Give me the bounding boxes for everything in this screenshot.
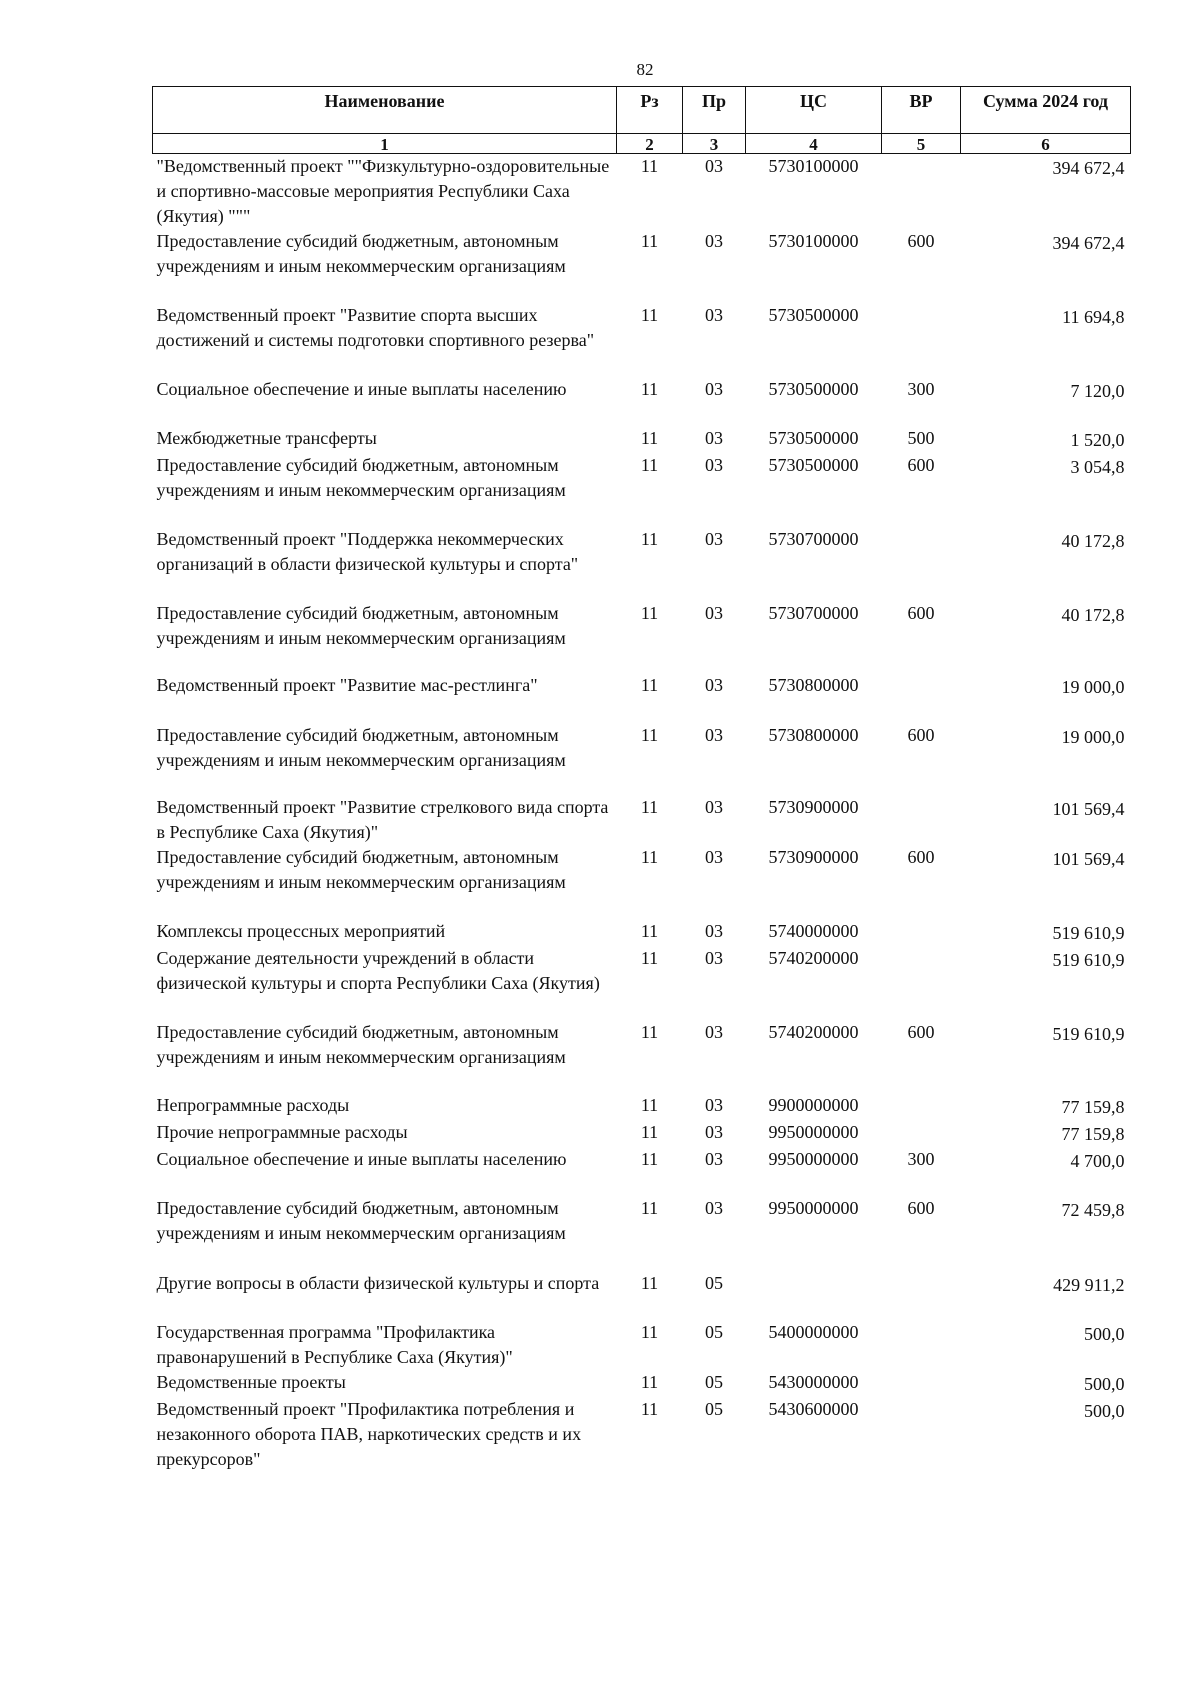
table-row [153,919,1131,946]
table-row [153,673,1131,723]
cell-vr [882,795,961,845]
cell-rz: 11 [640,1198,659,1218]
cell-name: Предоставление субсидий бюджетным, автономным учреждениям и иным некоммерческим организациям [156,455,566,500]
cell-cs: 5730900000 [768,797,859,817]
header-cs: ЦС [746,87,882,134]
cell-sum: 519 610,9 [1052,923,1125,943]
cell-name: Предоставление субсидий бюджетным, автономным учреждениям и иным некоммерческим организациям [156,847,566,892]
cell-vr [882,946,961,1020]
cell-pr: 03 [705,529,723,549]
cell-sum: 519 610,9 [1052,1024,1125,1044]
table-row [153,1120,1131,1147]
table-row [153,601,1131,673]
cell-sum: 72 459,8 [1061,1200,1125,1220]
header-sum: Сумма 2024 год [961,87,1131,134]
cell-cs [746,1271,882,1320]
table-row [153,154,1131,230]
cell-pr: 03 [705,455,723,475]
cell-pr: 03 [705,428,723,448]
cell-rz: 11 [640,1273,659,1293]
cell-rz: 11 [640,797,659,817]
cell-name: Непрограммные расходы [156,1095,350,1115]
cell-pr: 05 [705,1322,723,1342]
cell-cs: 5730100000 [768,156,859,176]
cell-pr: 03 [705,1022,723,1042]
cell-vr [882,154,961,230]
cell-name: Прочие непрограммные расходы [156,1122,408,1142]
cell-vr [882,673,961,723]
cell-vr [882,1397,961,1472]
budget-table [152,86,1131,1472]
cell-vr [882,1271,961,1320]
cell-cs: 9950000000 [768,1149,859,1169]
table-row [153,426,1131,453]
cell-rz: 11 [640,428,659,448]
cell-vr: 500 [907,428,935,448]
cell-vr [882,1120,961,1147]
cell-pr: 03 [705,725,723,745]
page-number: 82 [636,60,654,79]
cell-sum: 11 694,8 [1062,307,1125,327]
cell-rz: 11 [640,847,659,867]
table-row [153,795,1131,845]
cell-pr: 03 [705,231,723,251]
cell-vr: 300 [907,1149,935,1169]
header-pr: Пр [683,87,746,134]
cell-vr [882,527,961,601]
cell-cs: 5730700000 [768,603,859,623]
cell-pr: 03 [705,1198,723,1218]
cell-sum: 77 159,8 [1061,1124,1125,1144]
cell-pr: 03 [705,1095,723,1115]
cell-rz: 11 [640,1022,659,1042]
cell-cs: 9950000000 [768,1122,859,1142]
cell-rz: 11 [640,675,659,695]
cell-name: Ведомственный проект "Развитие мас-рестлинга" [156,675,538,695]
cell-sum: 519 610,9 [1052,950,1125,970]
cell-vr: 600 [907,455,935,475]
cell-cs: 5730100000 [768,231,859,251]
cell-name: Предоставление субсидий бюджетным, автономным учреждениям и иным некоммерческим организациям [156,725,566,770]
table-row [153,1370,1131,1397]
cell-rz: 11 [640,1095,659,1115]
cell-sum: 19 000,0 [1061,677,1125,697]
cell-vr: 600 [907,603,935,623]
table-row [153,453,1131,527]
cell-vr [882,1320,961,1370]
cell-sum: 4 700,0 [1070,1151,1125,1171]
table-row [153,1147,1131,1196]
table-row [153,1020,1131,1093]
table-body [153,154,1131,1473]
cell-vr: 600 [907,231,935,251]
cell-vr: 600 [907,725,935,745]
cell-cs: 5740200000 [768,948,859,968]
cell-vr: 600 [907,847,935,867]
header-vr: ВР [882,87,961,134]
header-row [153,87,1131,134]
cell-sum: 394 672,4 [1052,158,1125,178]
cell-vr: 300 [907,379,935,399]
cell-name: Ведомственный проект "Профилактика потребления и незаконного оборота ПАВ, наркотических средств и их прекурсоров" [156,1399,582,1469]
header-rz: Рз [617,87,683,134]
column-number: 3 [683,134,746,154]
cell-vr: 600 [907,1198,935,1218]
cell-sum: 394 672,4 [1052,233,1125,253]
cell-pr: 03 [705,797,723,817]
table-row [153,1271,1131,1320]
cell-name: Предоставление субсидий бюджетным, автономным учреждениям и иным некоммерческим организациям [156,1022,566,1067]
cell-cs: 5740200000 [768,1022,859,1042]
cell-cs: 5730800000 [768,725,859,745]
table-row [153,1320,1131,1370]
cell-name: Содержание деятельности учреждений в области физической культуры и спорта Республики Саха (Якутия) [156,948,600,993]
cell-name: Ведомственный проект "Развитие спорта высших достижений и системы подготовки спортивного резерва" [156,305,595,350]
table-row [153,303,1131,377]
cell-cs: 5430600000 [768,1399,859,1419]
cell-rz: 11 [640,529,659,549]
cell-rz: 11 [640,455,659,475]
cell-sum: 3 054,8 [1070,457,1125,477]
cell-pr: 03 [705,921,723,941]
cell-sum: 500,0 [1084,1324,1125,1344]
column-number: 6 [961,134,1131,154]
cell-cs: 5740000000 [768,921,859,941]
cell-sum: 77 159,8 [1061,1097,1125,1117]
cell-rz: 11 [640,1149,659,1169]
cell-rz: 11 [640,379,659,399]
table-row [153,1196,1131,1271]
cell-vr: 600 [907,1022,935,1042]
cell-pr: 03 [705,305,723,325]
cell-cs: 5730500000 [768,379,859,399]
cell-vr [882,1370,961,1397]
cell-pr: 03 [705,675,723,695]
cell-rz: 11 [640,1399,659,1419]
cell-rz: 11 [640,156,659,176]
cell-rz: 11 [640,921,659,941]
table-row [153,229,1131,303]
column-number: 1 [153,134,617,154]
table-row [153,723,1131,795]
cell-sum: 500,0 [1084,1401,1125,1421]
cell-cs: 5730700000 [768,529,859,549]
table-row [153,1397,1131,1472]
table-row [153,377,1131,426]
cell-pr: 05 [705,1372,723,1392]
cell-name: Предоставление субсидий бюджетным, автономным учреждениям и иным некоммерческим организациям [156,1198,566,1243]
cell-sum: 429 911,2 [1053,1275,1125,1295]
cell-cs: 9950000000 [768,1198,859,1218]
table-row [153,845,1131,919]
cell-vr [882,1093,961,1120]
cell-cs: 9900000000 [768,1095,859,1115]
cell-name: Государственная программа "Профилактика правонарушений в Республике Саха (Якутия)" [156,1322,513,1367]
cell-vr [882,919,961,946]
cell-name: Ведомственный проект "Развитие стрелкового вида спорта в Республике Саха (Якутия)" [156,797,609,842]
cell-cs: 5730500000 [768,455,859,475]
cell-name: "Ведомственный проект ""Физкультурно-оздоровительные и спортивно-массовые мероприятия Республики Саха (Якутия) """ [156,156,610,226]
cell-pr: 03 [705,847,723,867]
header-name: Наименование [153,87,617,134]
cell-pr: 03 [705,1149,723,1169]
cell-sum: 1 520,0 [1070,430,1125,450]
cell-rz: 11 [640,725,659,745]
cell-name: Предоставление субсидий бюджетным, автономным учреждениям и иным некоммерческим организациям [156,603,566,648]
cell-name: Социальное обеспечение и иные выплаты населению [156,379,567,399]
table-row [153,946,1131,1020]
cell-rz: 11 [640,1372,659,1392]
cell-cs: 5730500000 [768,305,859,325]
cell-sum: 19 000,0 [1061,727,1125,747]
cell-cs: 5430000000 [768,1372,859,1392]
cell-rz: 11 [640,231,659,251]
cell-pr: 03 [705,603,723,623]
cell-rz: 11 [640,1122,659,1142]
cell-sum: 500,0 [1084,1374,1125,1394]
column-number: 2 [617,134,683,154]
cell-cs: 5730500000 [768,428,859,448]
cell-rz: 11 [640,948,659,968]
cell-cs: 5730800000 [768,675,859,695]
cell-name: Комплексы процессных мероприятий [156,921,446,941]
cell-sum: 40 172,8 [1061,531,1125,551]
cell-sum: 40 172,8 [1061,605,1125,625]
cell-name: Межбюджетные трансферты [156,428,377,448]
cell-name: Предоставление субсидий бюджетным, автономным учреждениям и иным некоммерческим организациям [156,231,566,276]
cell-rz: 11 [640,305,659,325]
cell-pr: 05 [705,1273,723,1293]
cell-pr: 03 [705,948,723,968]
cell-sum: 7 120,0 [1070,381,1125,401]
cell-sum: 101 569,4 [1052,849,1125,869]
table-row [153,527,1131,601]
cell-pr: 03 [705,1122,723,1142]
cell-pr: 03 [705,379,723,399]
cell-rz: 11 [640,1322,659,1342]
cell-cs: 5730900000 [768,847,859,867]
cell-cs: 5400000000 [768,1322,859,1342]
cell-name: Ведомственные проекты [156,1372,346,1392]
column-number: 4 [746,134,882,154]
cell-name: Социальное обеспечение и иные выплаты населению [156,1149,567,1169]
cell-sum: 101 569,4 [1052,799,1125,819]
cell-vr [882,303,961,377]
column-number-row [153,134,1131,154]
cell-pr: 05 [705,1399,723,1419]
table-row [153,1093,1131,1120]
column-number: 5 [882,134,961,154]
cell-name: Другие вопросы в области физической культуры и спорта [156,1273,600,1293]
cell-pr: 03 [705,156,723,176]
cell-rz: 11 [640,603,659,623]
cell-name: Ведомственный проект "Поддержка некоммерческих организаций в области физической культуры и спорта" [156,529,579,574]
